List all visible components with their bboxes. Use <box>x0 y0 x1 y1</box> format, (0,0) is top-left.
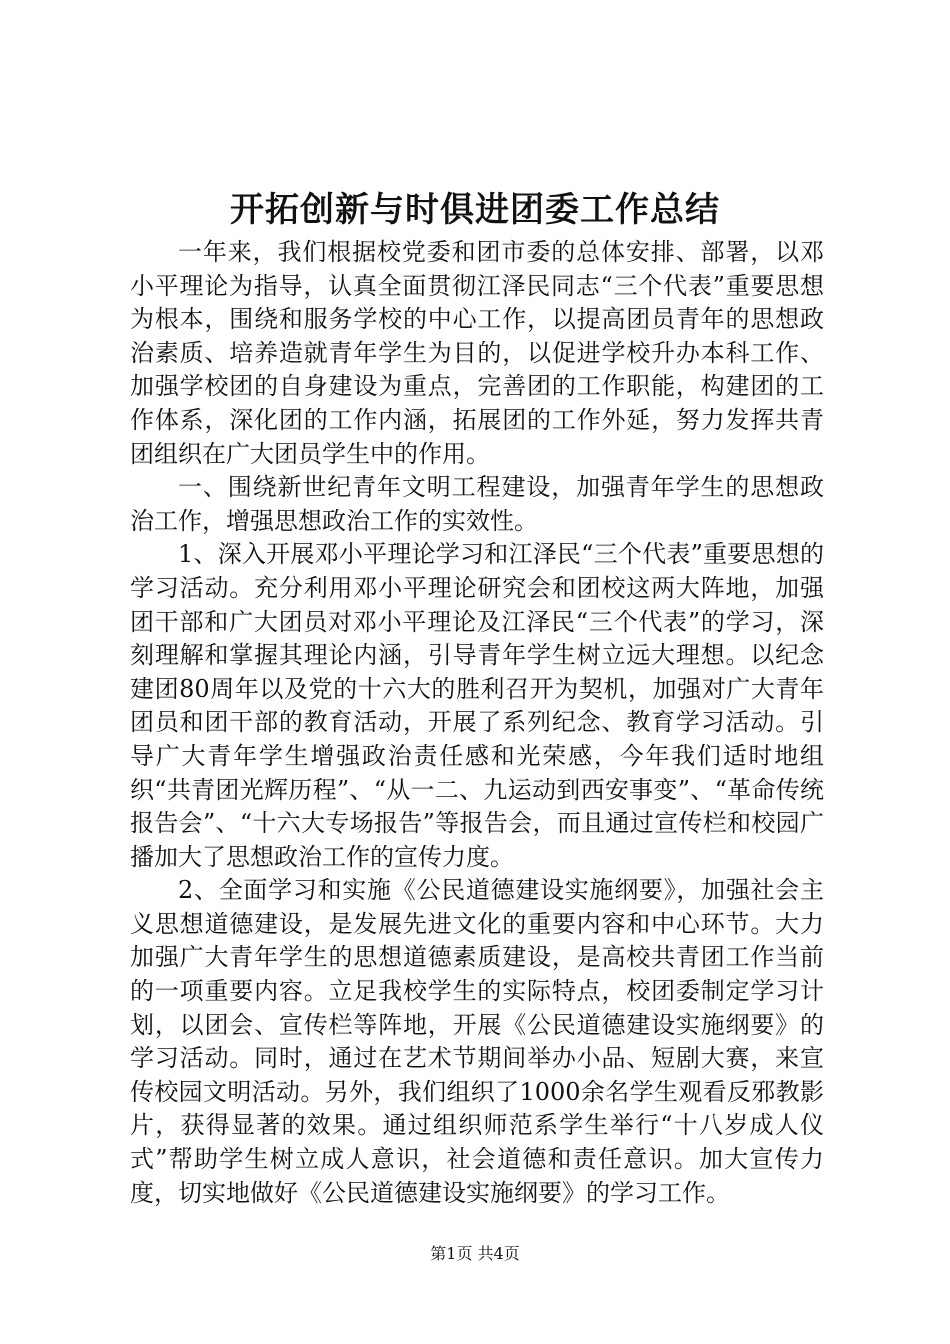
document-body <box>130 236 824 1210</box>
paragraph-intro: 一年来，我们根据校党委和团市委的总体安排、部署，以邓小平理论为指导，认真全面贯彻江泽民同志“三个代表”重要思想为根本，围绕和服务学校的中心工作，以提高团员青年的思想政治素质、培养造就青年学生为目的，以促进学校升办本科工作、加强学校团的自身建设为重点，完善团的工作职能，构建团的工作体系，深化团的工作内涵，拓展团的工作外延，努力发挥共青团组织在广大团员学生中的作用。 <box>130 238 824 468</box>
paragraph-item-2: 2、全面学习和实施《公民道德建设实施纲要》，加强社会主义思想道德建设，是发展先进文化的重要内容和中心环节。大力加强广大青年学生的思想道德素质建设，是高校共青团工作当前的一项重要内容。立足我校学生的实际特点，校团委制定学习计划，以团会、宣传栏等阵地，开展《公民道德建设实施纲要》的学习活动。同时，通过在艺术节期间举办小品、短剧大赛，来宣传校园文明活动。另外，我们组织了1000余名学生观看反邪教影片，获得显著的效果。通过组织师范系学生举行“十八岁成人仪式”帮助学生树立成人意识，社会道德和责任意识。加大宣传力度，切实地做好《公民道德建设实施纲要》的学习工作。 <box>130 876 824 1207</box>
paragraph-item-1: 1、深入开展邓小平理论学习和江泽民“三个代表”重要思想的学习活动。充分利用邓小平理论研究会和团校这两大阵地，加强团干部和广大团员对邓小平理论及江泽民“三个代表”的学习，深刻理解和掌握其理论内涵，引导青年学生树立远大理想。以纪念建团80周年以及党的十六大的胜利召开为契机，加强对广大青年团员和团干部的教育活动，开展了系列纪念、教育学习活动。引导广大青年学生增强政治责任感和光荣感，今年我们适时地组织“共青团光辉历程”、“从一二、九运动到西安事变”、“革命传统报告会”、“十六大专场报告”等报告会，而且通过宣传栏和校园广播加大了思想政治工作的宣传力度。 <box>130 540 824 871</box>
paragraph-section-1-heading: 一、围绕新世纪青年文明工程建设，加强青年学生的思想政治工作，增强思想政治工作的实效性。 <box>130 473 824 535</box>
page-footer: 第1页 共4页 <box>430 1244 520 1263</box>
page-title: 开拓创新与时俱进团委工作总结 <box>230 190 720 230</box>
